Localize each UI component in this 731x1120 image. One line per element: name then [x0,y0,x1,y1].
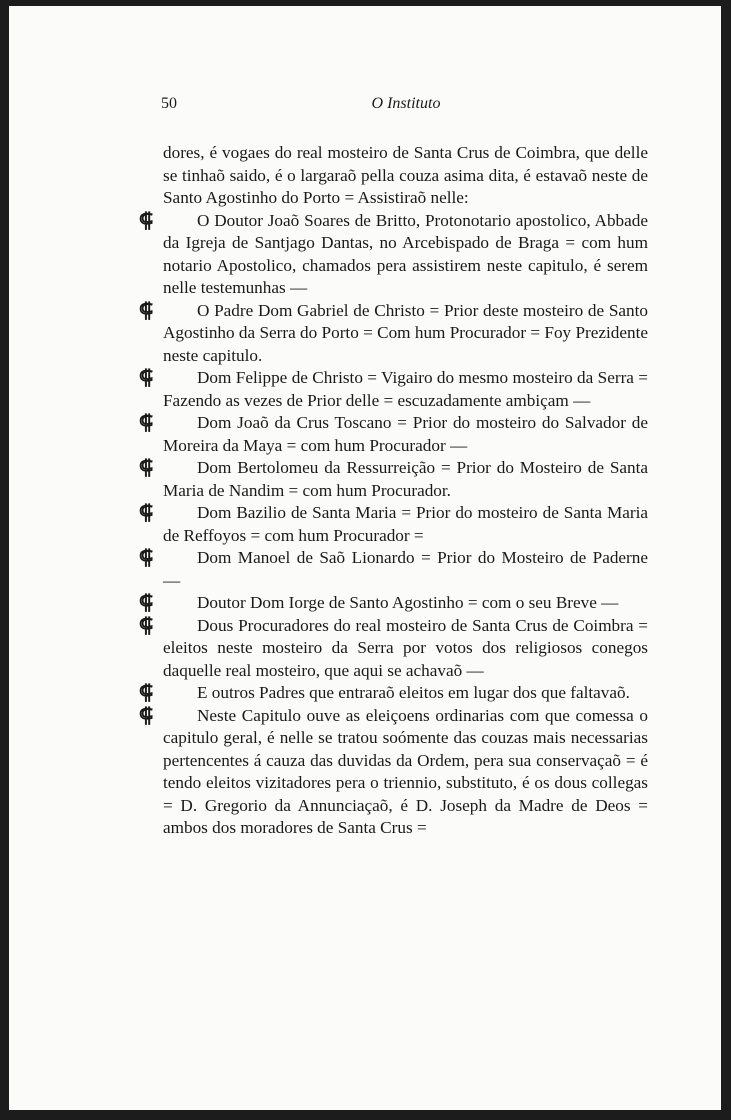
list-item [138,502,648,547]
pilcrow-icon: ⸿ [138,592,154,614]
list-item [138,412,648,457]
item-text: Dous Procuradores do real mosteiro de Santa Crus de Coimbra = eleitos neste mosteiro da Serra por votos dos religiosos conegos daquelle real mosteiro, que aqui se achavaõ — [163,615,648,680]
pilcrow-icon: ⸿ [138,412,154,434]
pilcrow-icon: ⸿ [138,682,154,704]
item-text: Dom Bazilio de Santa Maria = Prior do mosteiro de Santa Maria de Reffoyos = com hum Procurador = [163,503,648,545]
list-item [138,682,648,705]
pilcrow-icon: ⸿ [138,704,154,727]
item-text: Dom Joaõ da Crus Toscano = Prior do mosteiro do Salvador de Moreira da Maya = com hum Procurador — [163,413,648,455]
item-text: Dom Bertolomeu da Ressurreição = Prior do Mosteiro de Santa Maria de Nandim = com hum Procurador. [163,458,648,500]
item-text: O Doutor Joaõ Soares de Britto, Protonotario apostolico, Abbade da Igreja de Santjago Dantas, no Arcebispado de Braga = com hum notario Apostolico, chamados pera assistirem neste capitulo, é serem nelle testemunhas — [163,210,648,297]
item-text: Doutor Dom Iorge de Santo Agostinho = com o seu Breve — [197,593,619,612]
pilcrow-icon: ⸿ [138,299,154,322]
paragraph: dores, é vogaes do real mosteiro de Santa Crus de Coimbra, que delle se tinhaõ saido, é o largaraõ pella couza asima dita, é estavaõ neste de Santo Agostinho do Porto = Assistiraõ nelle: [163,143,648,207]
list-item [138,704,648,840]
pilcrow-icon: ⸿ [138,209,154,232]
list-item [138,209,648,300]
pilcrow-icon: ⸿ [138,367,154,389]
list-item [138,299,648,368]
running-title: O Instituto [371,95,441,112]
body-text [138,142,648,840]
item-text: O Padre Dom Gabriel de Christo = Prior deste mosteiro de Santo Agostinho da Serra do Porto = Com hum Procurador = Foy Prezidente neste capitulo. [163,300,648,365]
item-text: E outros Padres que entraraõ eleitos em lugar dos que faltavaõ. [197,683,630,702]
pilcrow-icon: ⸿ [138,547,154,569]
page-number: 50 [161,95,177,112]
book-page [9,6,721,1110]
list-item [138,457,648,502]
item-text: Neste Capitulo ouve as eleiçoens ordinarias com que comessa o capitulo geral, é nelle se tratou soómente das couzas mais necessarias pertencentes á cauza das duvidas da Ordem, pera sua conservaçaõ = é tendo eleitos vizitadores pera o triennio, substituto, é os dous collegas = D. Gregorio da Annunciaçaõ, é D. Joseph da Madre de Deos = ambos dos moradores de Santa Crus = [163,705,648,837]
list-item [138,547,648,592]
pilcrow-icon: ⸿ [138,502,154,524]
pilcrow-icon: ⸿ [138,457,154,479]
list-item [138,592,648,615]
item-text: Dom Felippe de Christo = Vigairo do mesmo mosteiro da Serra = Fazendo as vezes de Prior delle = escuzadamente ambiçam — [163,368,648,410]
list-item [138,614,648,683]
pilcrow-icon: ⸿ [138,614,154,637]
list-item [138,367,648,412]
item-text: Dom Manoel de Saõ Lionardo = Prior do Mosteiro de Paderne — [163,548,648,590]
page-header [161,95,651,117]
